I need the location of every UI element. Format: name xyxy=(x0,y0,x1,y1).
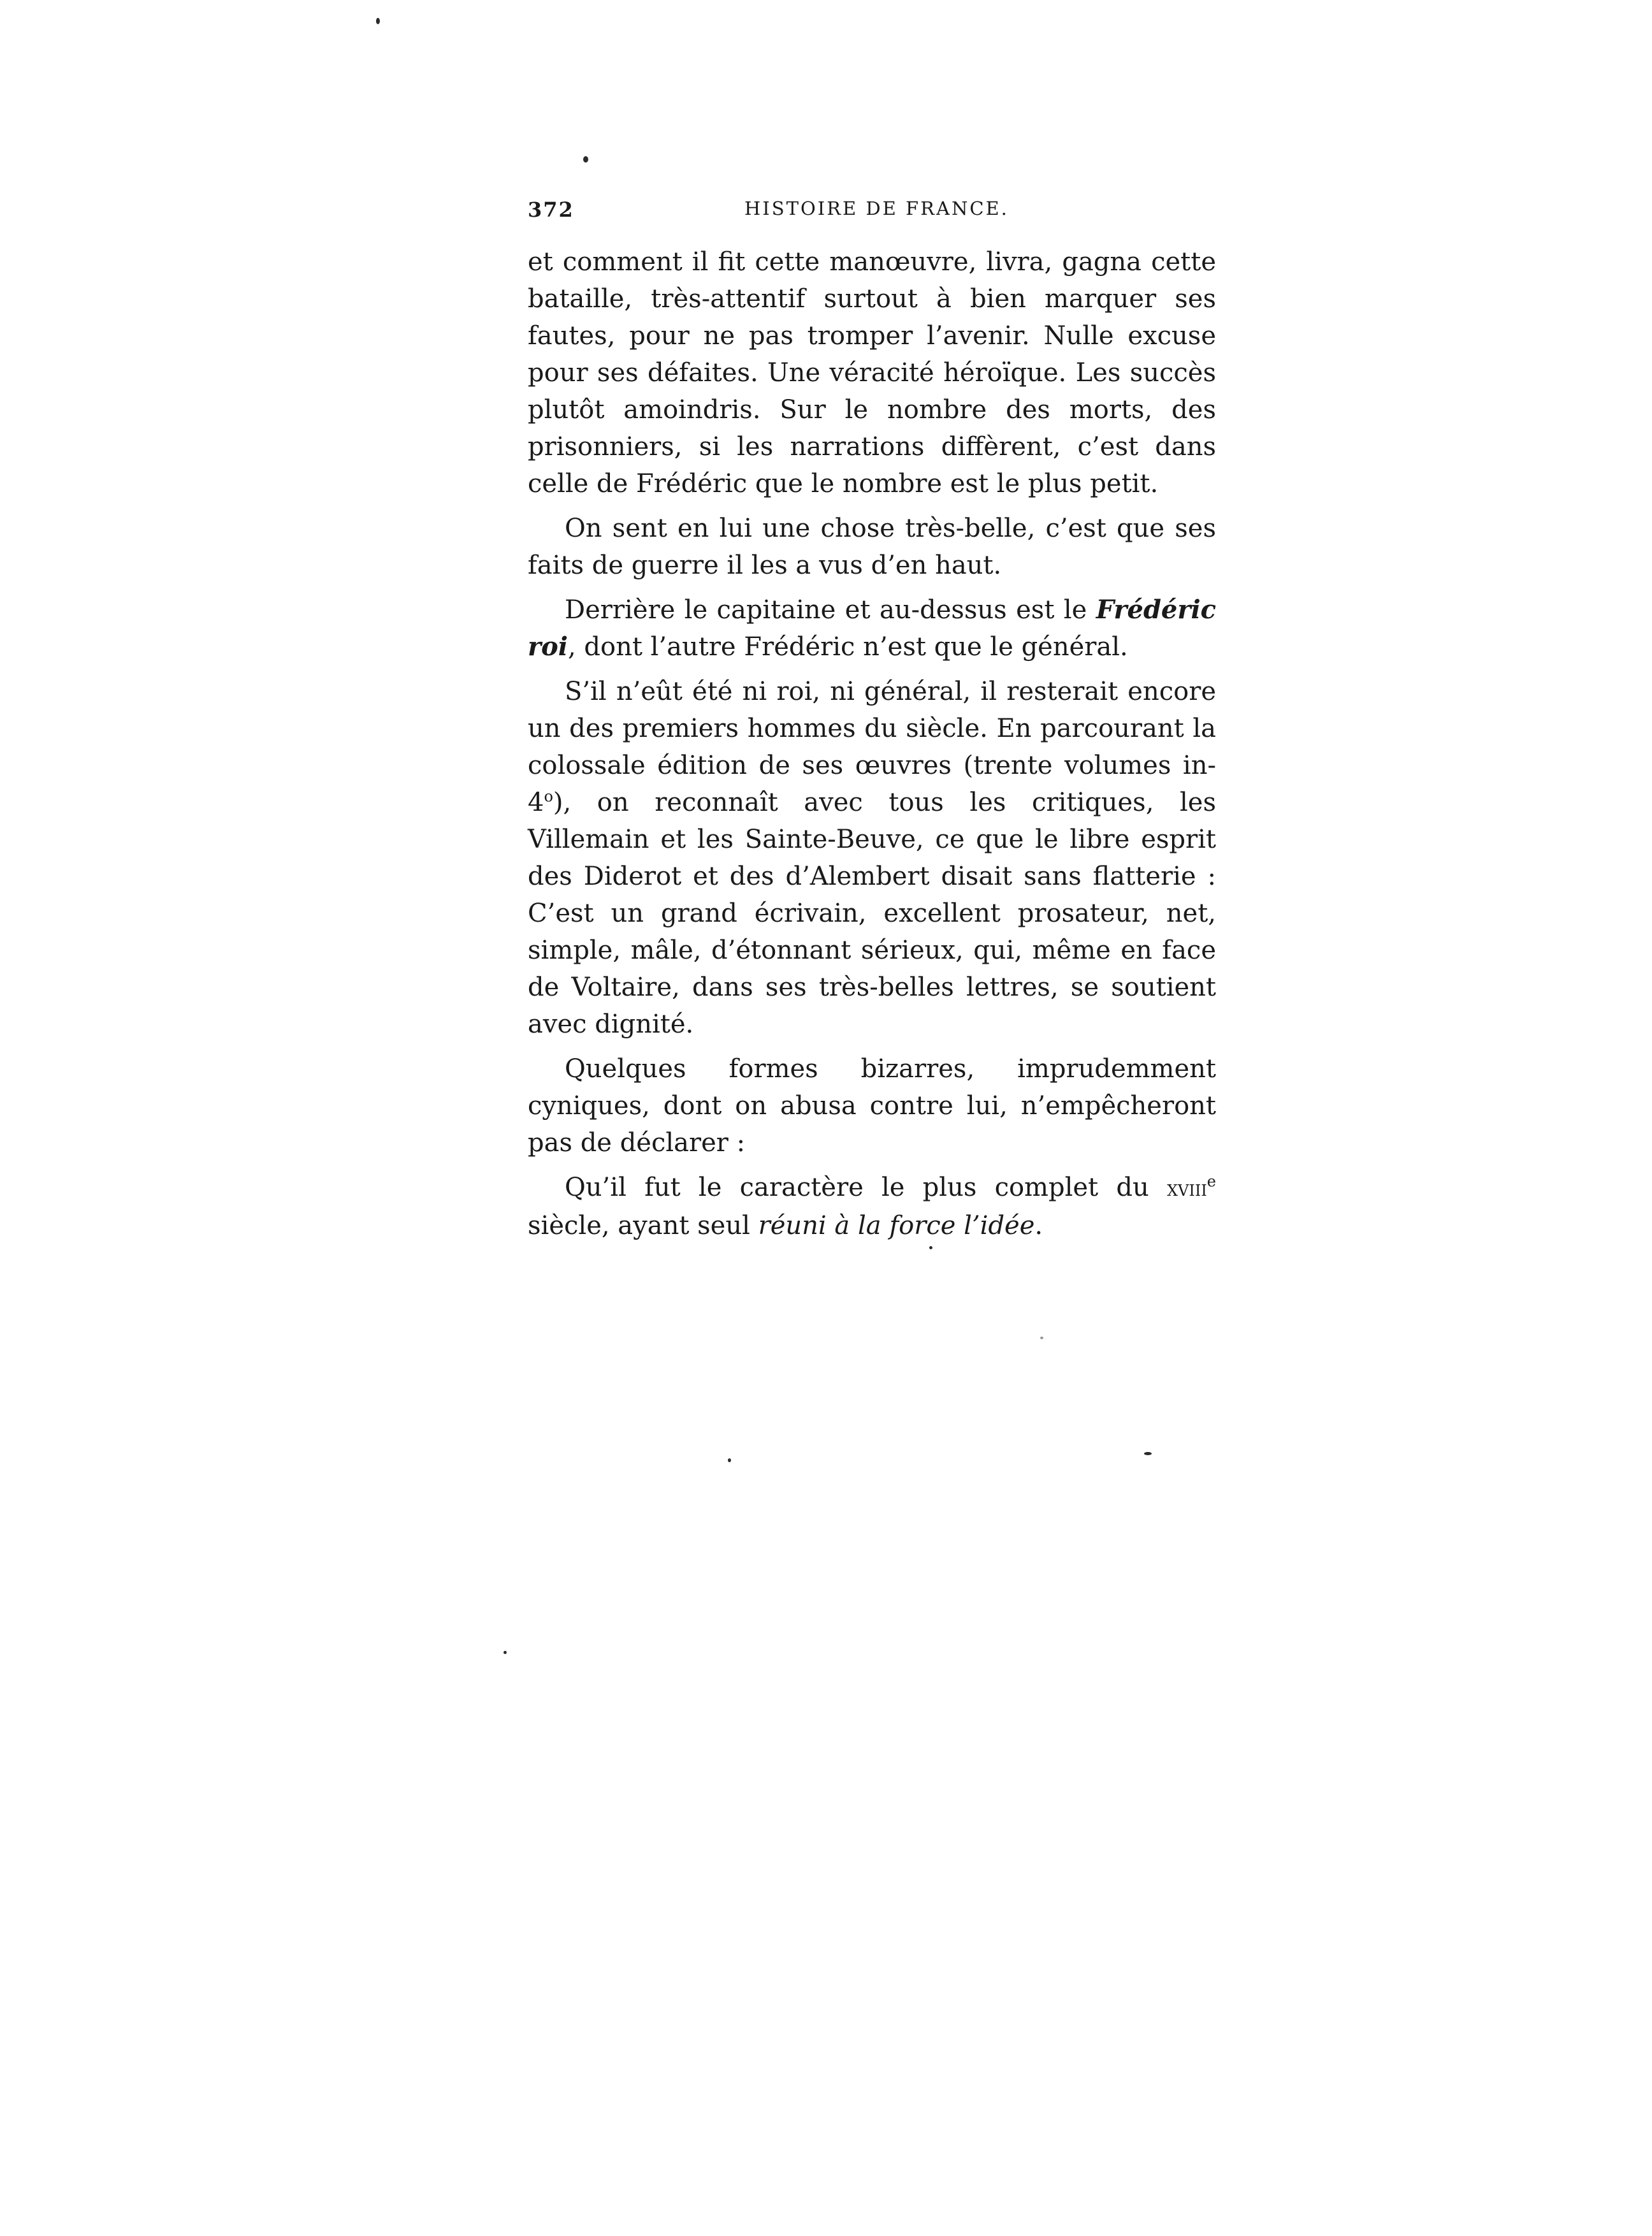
text-run: siècle, ayant seul xyxy=(528,1211,758,1240)
paragraph-3 xyxy=(528,592,1216,665)
superscript: e xyxy=(1206,1172,1216,1191)
text-run: Derrière le capitaine et au-dessus est le xyxy=(565,595,1096,625)
paragraph-1 xyxy=(528,243,1216,502)
paragraph-2 xyxy=(528,510,1216,584)
paragraph-5 xyxy=(528,1050,1216,1161)
superscript: o xyxy=(544,787,553,806)
text-run: et comment il fit cette manœuvre, livra, gagna cette bataille, très-attentif surtout à bien marquer ses fautes, pour ne pas tromper l’avenir. Nulle excuse pour ses défaites. Une véracité héroïque. Les succès plutôt amoindris. Sur le nombre des morts, des prisonniers, si les narrations diffèrent, c’est dans celle de Frédéric que le nombre est le plus petit. xyxy=(528,247,1216,498)
paragraph-6 xyxy=(528,1169,1216,1244)
text-run: ), on reconnaît avec tous les critiques, les Villemain et les Sainte-Beuve, ce que le libre esprit des Diderot et des d’Alembert disait sans flatterie : C’est un grand écrivain, excellent prosateur, net, simple, mâle, d’étonnant sérieux, qui, même en face de Voltaire, dans ses très-belles lettres, se soutient avec dignité. xyxy=(528,788,1216,1039)
text-run: S’il n’eût été ni roi, ni général, il resterait encore un des premiers hommes du siècle. En parcourant la colossale édition de ses œuvres (trente volumes in-4 xyxy=(528,677,1216,817)
emphasis-bold-italic: Frédéric roi xyxy=(528,595,1216,662)
body-text xyxy=(528,243,1216,1244)
page-number: 372 xyxy=(528,198,574,222)
text-run: Quelques formes bizarres, imprudemment cyniques, dont on abusa contre lui, n’empêcheront pas de déclarer : xyxy=(528,1054,1216,1158)
scan-speck xyxy=(583,156,588,163)
text-run: , dont l’autre Frédéric n’est que le général. xyxy=(567,632,1128,662)
century-small-caps: xviii xyxy=(1166,1176,1207,1201)
text-run: . xyxy=(1034,1211,1043,1240)
scan-speck xyxy=(929,1246,932,1249)
scan-speck xyxy=(1040,1337,1043,1339)
scan-speck xyxy=(376,18,380,24)
paragraph-4 xyxy=(528,673,1216,1043)
emphasis-italic: réuni à la force l’idée xyxy=(758,1211,1035,1240)
book-page xyxy=(528,191,1216,1244)
scan-speck xyxy=(1144,1452,1152,1455)
scan-speck xyxy=(504,1651,507,1654)
running-head xyxy=(528,191,1216,229)
running-title: HISTOIRE DE FRANCE. xyxy=(744,198,1009,219)
scan-speck xyxy=(728,1458,731,1462)
text-run: On sent en lui une chose très-belle, c’est que ses faits de guerre il les a vus d’en haut. xyxy=(528,514,1216,580)
text-run: Qu’il fut le caractère le plus complet du xyxy=(565,1173,1167,1202)
